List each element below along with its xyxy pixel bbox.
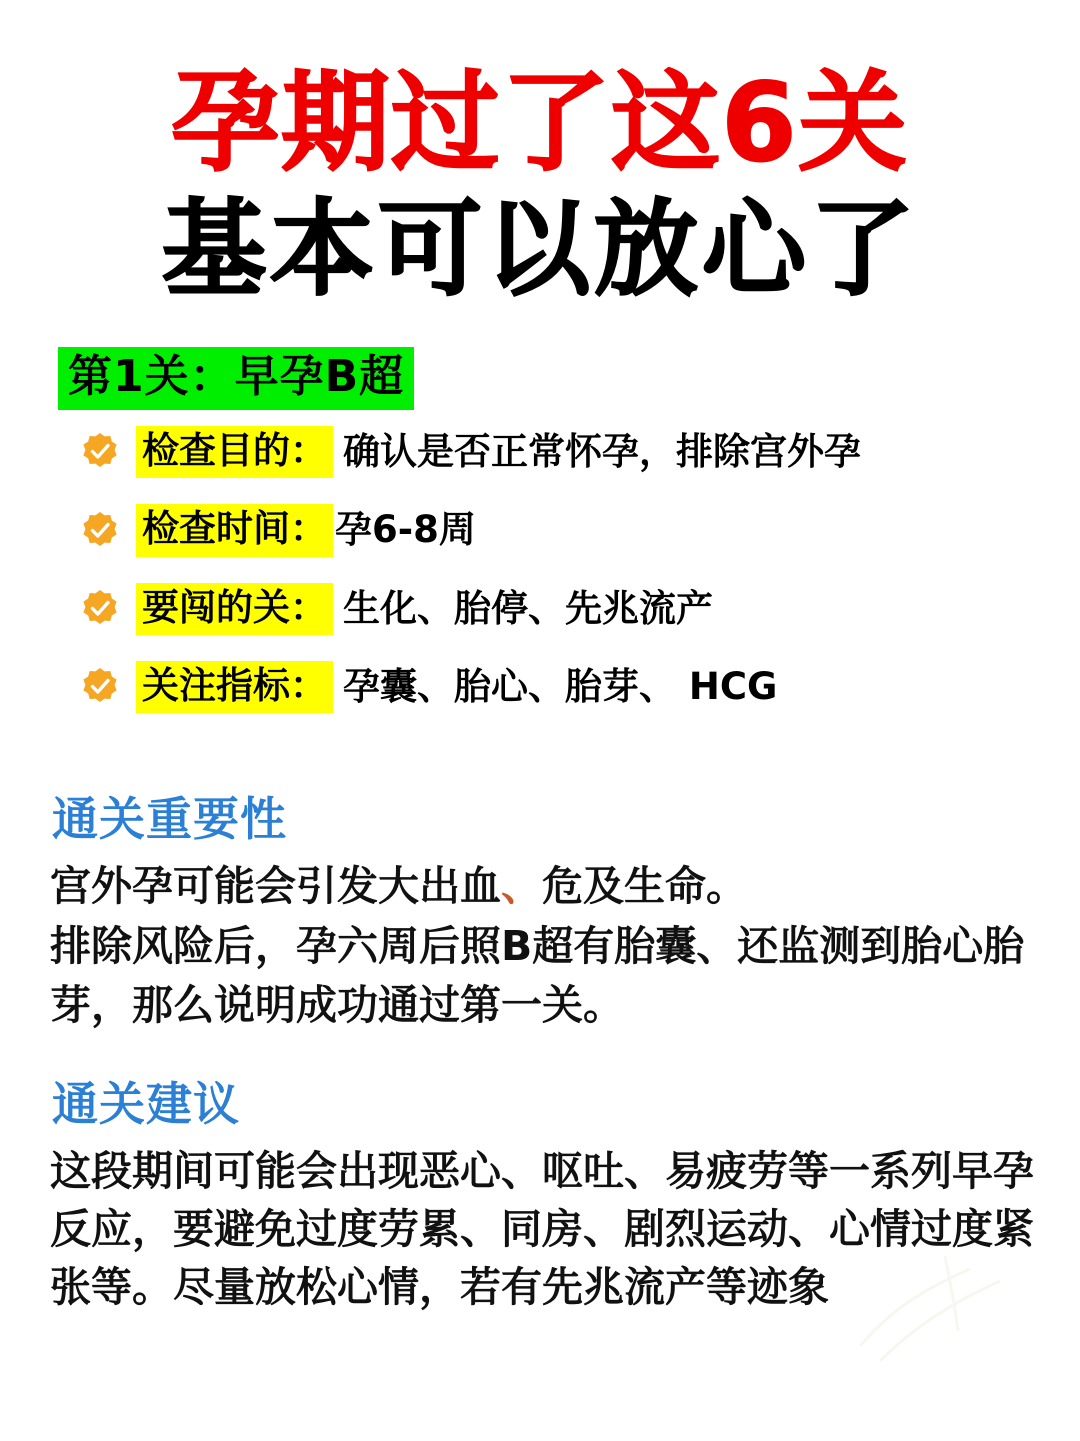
section-header <box>58 347 1036 410</box>
check-badge-icon <box>80 589 120 629</box>
importance-paragraph-1 <box>50 857 1036 915</box>
importance-paragraph-1-part-b: 危及生命。 <box>542 862 747 911</box>
checklist <box>44 426 1036 713</box>
list-item-value: 生化、胎停、先兆流产 <box>343 586 713 630</box>
list-item <box>44 504 1036 556</box>
importance-heading: 通关重要性 <box>52 792 287 847</box>
section-header-label: 第1关：早孕B超 <box>58 347 414 410</box>
importance-paragraph-2: 排除风险后，孕六周后照B超有胎囊、还监测到胎心胎芽，那么说明成功通过第一关。 <box>50 922 1025 1029</box>
poster-title-line-2: 基本可以放心了 <box>161 187 918 310</box>
spacer <box>44 739 1036 749</box>
check-badge-icon <box>80 667 120 707</box>
list-item-label: 检查时间： <box>136 504 333 556</box>
importance-paragraph-1-part-a: 宫外孕可能会引发大出血 <box>50 862 501 911</box>
importance-paragraph-1-comma: 、 <box>501 862 542 911</box>
check-badge-icon <box>80 432 120 472</box>
advice-heading: 通关建议 <box>52 1076 240 1131</box>
list-item-label: 要闯的关： <box>136 583 333 635</box>
list-item-value: 孕6-8周 <box>335 508 476 552</box>
list-item <box>44 426 1036 478</box>
list-item <box>44 661 1036 713</box>
list-item-label: 关注指标： <box>136 661 333 713</box>
list-item-label: 检查目的： <box>136 426 333 478</box>
list-item-value: 确认是否正常怀孕，排除宫外孕 <box>343 430 861 474</box>
list-item-value: 孕囊、胎心、胎芽、 HCG <box>343 664 778 708</box>
advice-paragraph: 这段期间可能会出现恶心、呕吐、易疲劳等一系列早孕反应，要避免过度劳累、同房、剧烈运动、心情过度紧张等。尽量放松心情，若有先兆流产等迹象 <box>50 1146 1034 1312</box>
list-item <box>44 583 1036 635</box>
poster-title-line-1: 孕期过了这6关 <box>171 61 909 186</box>
check-badge-icon <box>80 511 120 551</box>
